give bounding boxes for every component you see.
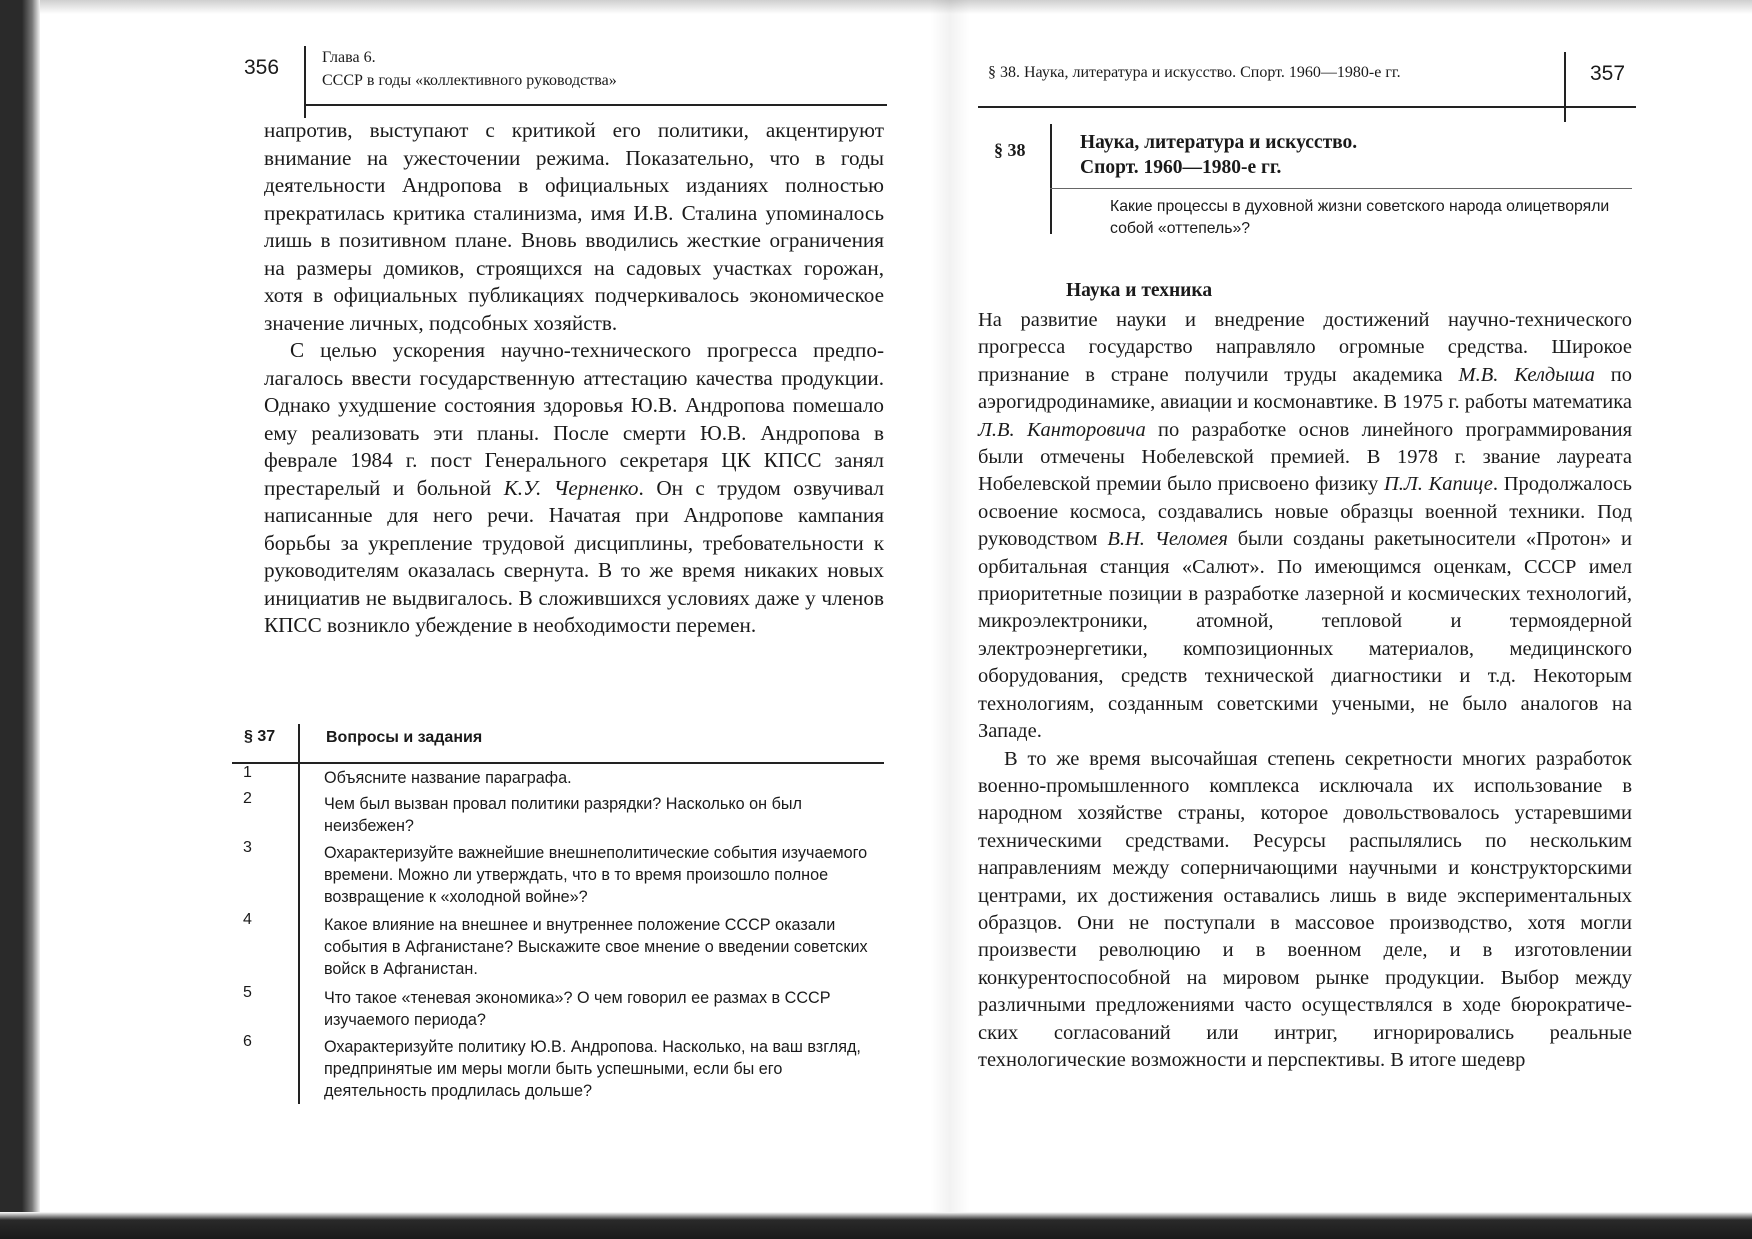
chapter-label: Глава 6. (322, 49, 376, 66)
question-text: Что такое «теневая экономика»? О чем говорил ее размах в СССР изучаемого периода? (324, 989, 831, 1029)
person-name: Л.В. Канторовича (978, 418, 1146, 441)
section-question: Какие процессы в духовной жизни советского народа олицетворяли собой «оттепель»? (1110, 198, 1610, 237)
questions-rule (232, 762, 884, 764)
scan-edge-left (0, 0, 40, 1239)
person-name: П.Л. Капице (1383, 473, 1493, 496)
person-name: М.В. Келдыша (1458, 363, 1595, 386)
header-divider (304, 46, 306, 118)
question-number: 1 (243, 764, 252, 781)
paragraph: В то же время высочайшая степень секретности многих разработок военно-промышленного комплекса исключала их использование в народном хозяйстве страны, которое довольствовалось устаревшими техническими средствами. Ресурсы распылялись по нескольким направлениям между соперничающими научными и конструкторскими центрами, их достижения оставались лишь в виде экспериментальных образцов. Они не поступали в массовое производство, хотя могли произвести революцию и в военном деле, и в изготовлении конкурентоспособной на мировом рынке продукции. Выбор между различными предложениями часто осуществлялся в ходе бюрократических согласований или интриг, игнорировались реальные технологические возможности и перспективы. В итоге шедевр (978, 747, 1632, 1071)
section-number: § 38 (994, 140, 1026, 160)
section-title-line1: Наука, литература и искусство. (1080, 132, 1358, 153)
question-text: Объясните название параграфа. (324, 769, 572, 787)
section-rule (1050, 188, 1632, 189)
question-text: Охарактеризуйте политику Ю.В. Андропова. Насколько, на ваш взгляд, предпринятые им меры могли быть успешными, если бы его деятельность продлилась дольше? (324, 1038, 861, 1100)
section-title-line2: Спорт. 1960—1980-е гг. (1080, 157, 1282, 178)
header-rule (304, 104, 887, 106)
paragraph: напротив, выступают с критикой его политики, акцентируют внимание на ужесточении режима. Показательно, что в годы деятельности Андропова в официальных изданиях полностью прекратилась критика сталинизма, имя И.В. Сталина упоминалось лишь в позитивном плане. Вновь вводились жесткие ограничения на размеры домиков, строящихся на садовых участках горожан, хотя в официальных публикациях подчеркивалось экономическое значение личных, подсобных хозяйств. (264, 118, 884, 335)
person-name: В.Н. Челомея (1107, 528, 1228, 551)
left-page-number: 356 (244, 56, 280, 79)
right-page-number: 357 (1590, 62, 1626, 85)
question-text: Охарактеризуйте важнейшие внешнеполитические события изучаемого времени. Можно ли утверждать, что в то время произошло полное возвращение к «холодной войне»? (324, 844, 868, 906)
header-rule (978, 106, 1636, 108)
header-divider (1564, 52, 1566, 122)
scan-edge-bottom (0, 1212, 1752, 1239)
questions-section-number: § 37 (244, 728, 276, 745)
paragraph: С целью ускорения научно-технического прогресса предполагалось ввести государственную аттестацию качества продукции. Однако ухудшение состояния здоровья Ю.В. Андропова помешало ему реализовать эти планы. После смерти Ю.В. Андропова в феврале 1984 г. пост Генерального секретаря ЦК КПСС занял престарелый и больной К.У. Черненко. Он с трудом озвучивал написанные для него речи. Начатая при Андропове кампания борьбы за укрепление трудовой дисциплины, требовательности к руководителям оказалась свернута. В то же время никаких новых инициатив не выдвигалось. В сложившихся условиях даже у членов КПСС возникло убеждение в необходимости перемен. (264, 338, 884, 637)
questions-heading: Вопросы и задания (326, 729, 483, 746)
questions-divider (298, 724, 300, 1104)
question-text: Какое влияние на внешнее и внутреннее положение СССР оказали события в Афганистане? Выскажите свое мнение о введении советских войск в Афганистан. (324, 916, 868, 978)
chapter-title: СССР в годы «коллективного руководства» (322, 72, 617, 89)
question-number: 3 (243, 839, 252, 856)
paragraph: На развитие науки и внедрение достижений научно-технического прогресса государство направляло огромные средства. Широкое признание в стране получили труды академика М.В. Келдыша по аэрогидродинамике, авиации и космонавтике. В 1975 г. работы математика Л.В. Канторовича по разработке основ линейного программирования были отмечены Нобелевской премией. В 1978 г. звание лауреата Нобелевской премии было присвоено физику П.Л. Капице. Продолжалось освоение космоса, создавались новые образцы военной техники. Под руководством В.Н. Челомея были созданы ракетыносители «Протон» и орбитальная станция «Салют». По имеющимся оценкам, СССР имел приоритетные позиции в разработке лазерной и космических технологий, микроэлектроники, атомной, тепловой и термоядерной электроэнергетики, композиционных материалов, медицинского оборудования, средств технической диагностики и т.д. Некоторым технологиям, созданным советскими учеными, не было аналогов на Западе. (978, 309, 1633, 743)
question-number: 4 (243, 911, 252, 928)
question-number: 5 (243, 984, 252, 1001)
question-text: Чем был вызван провал политики разрядки? Насколько он был неизбежен? (324, 795, 802, 835)
section-divider (1050, 124, 1052, 234)
scan-edge-top (40, 0, 1752, 14)
left-body-text (264, 117, 884, 640)
subheading: Наука и техника (1066, 280, 1213, 301)
question-number: 6 (243, 1033, 252, 1050)
person-name: К.У. Черненко (503, 475, 639, 500)
book-gutter (930, 0, 970, 1212)
right-body-text (978, 307, 1632, 1074)
question-number: 2 (243, 790, 252, 807)
running-header: § 38. Наука, литература и искусство. Спорт. 1960—1980-е гг. (988, 64, 1401, 81)
